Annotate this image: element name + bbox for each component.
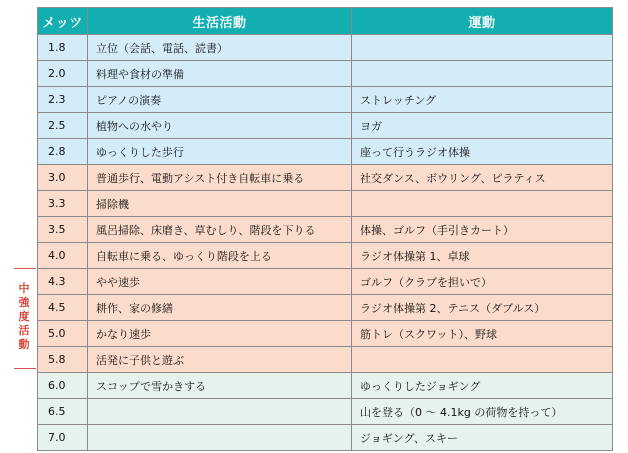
life-activity-cell [88,399,352,425]
table-row [38,113,613,139]
exercise-cell: ゆっくりしたジョギング [352,373,613,399]
mets-cell: 2.8 [38,139,88,165]
life-activity-cell: 植物への水やり [88,113,352,139]
exercise-cell: ジョギング、スキー [352,425,613,451]
life-activity-cell: 活発に子供と遊ぶ [88,347,352,373]
side-label: 中強度活動 [18,282,30,351]
table-row [38,165,613,191]
table-row [38,35,613,61]
header-exercise: 運動 [352,8,613,35]
exercise-cell: 山を登る（0 〜 4.1kg の荷物を持って） [352,399,613,425]
life-activity-cell: 普通歩行、電動アシスト付き自転車に乗る [88,165,352,191]
exercise-cell: 体操、ゴルフ（手引きカート） [352,217,613,243]
table-row [38,139,613,165]
mets-cell: 7.0 [38,425,88,451]
mets-cell: 2.3 [38,87,88,113]
life-activity-cell: かなり速歩 [88,321,352,347]
exercise-cell: ヨガ [352,113,613,139]
mets-cell: 3.5 [38,217,88,243]
life-activity-cell: 立位（会話、電話、読書） [88,35,352,61]
life-activity-cell [88,425,352,451]
life-activity-cell: スコップで雪かきする [88,373,352,399]
table-body [38,35,613,451]
exercise-cell: ラジオ体操第 1、卓球 [352,243,613,269]
mets-cell: 2.0 [38,61,88,87]
mets-cell: 4.3 [38,269,88,295]
exercise-cell: 社交ダンス、ボウリング、ピラティス [352,165,613,191]
exercise-cell [352,191,613,217]
mets-cell: 1.8 [38,35,88,61]
mets-cell: 4.5 [38,295,88,321]
marker-top-line [14,268,36,269]
life-activity-cell: 料理や食材の準備 [88,61,352,87]
life-activity-cell: やや速歩 [88,269,352,295]
table-row [38,399,613,425]
mets-cell: 2.5 [38,113,88,139]
mets-table-container [37,7,612,451]
mets-cell: 4.0 [38,243,88,269]
moderate-intensity-marker [0,268,36,369]
table-row [38,295,613,321]
mets-cell: 5.8 [38,347,88,373]
table-row [38,347,613,373]
header-row [38,8,613,35]
table-row [38,373,613,399]
life-activity-cell: 自転車に乗る、ゆっくり階段を上る [88,243,352,269]
table-row [38,217,613,243]
mets-cell: 5.0 [38,321,88,347]
table-row [38,61,613,87]
life-activity-cell: 掃除機 [88,191,352,217]
exercise-cell [352,35,613,61]
exercise-cell: 筋トレ（スクワット）、野球 [352,321,613,347]
exercise-cell: 座って行うラジオ体操 [352,139,613,165]
table-row [38,191,613,217]
mets-cell: 3.3 [38,191,88,217]
exercise-cell: ラジオ体操第 2、テニス（ダブルス） [352,295,613,321]
life-activity-cell: 耕作、家の修繕 [88,295,352,321]
mets-cell: 3.0 [38,165,88,191]
mets-cell: 6.5 [38,399,88,425]
exercise-cell [352,347,613,373]
exercise-cell [352,61,613,87]
life-activity-cell: ピアノの演奏 [88,87,352,113]
exercise-cell: ゴルフ（クラブを担いで） [352,269,613,295]
header-life-activity: 生活活動 [88,8,352,35]
life-activity-cell: ゆっくりした歩行 [88,139,352,165]
life-activity-cell: 風呂掃除、床磨き、草むしり、階段を下りる [88,217,352,243]
mets-table [37,7,613,451]
table-row [38,269,613,295]
exercise-cell: ストレッチング [352,87,613,113]
mets-cell: 6.0 [38,373,88,399]
table-row [38,321,613,347]
header-mets: メッツ [38,8,88,35]
table-row [38,243,613,269]
table-row [38,87,613,113]
marker-bottom-line [14,368,36,369]
table-row [38,425,613,451]
